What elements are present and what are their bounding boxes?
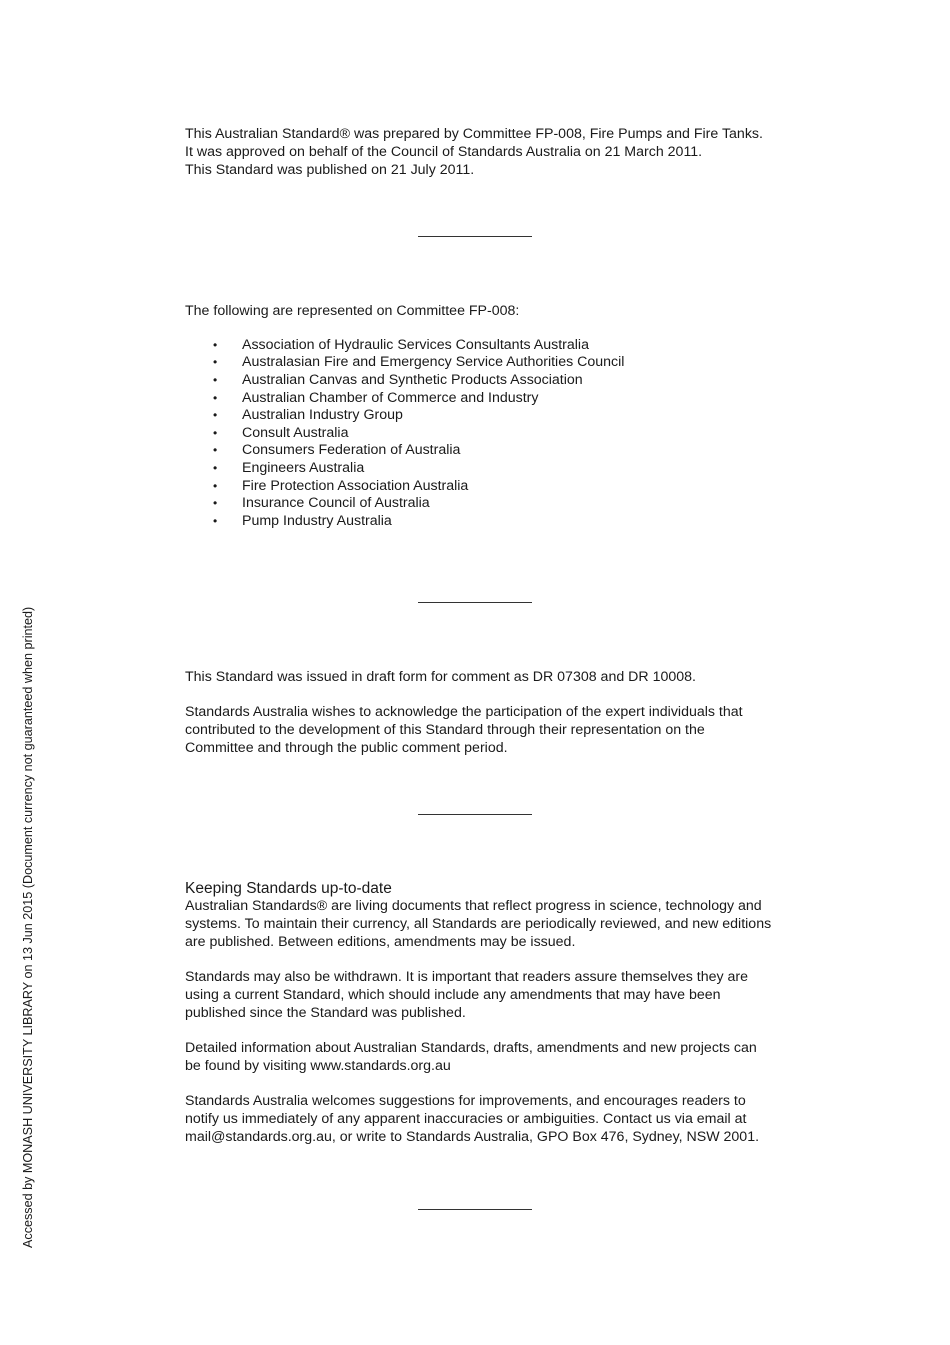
published-line: This Standard was published on 21 July 2011. [185,161,475,178]
keeping-up-to-date-section [185,880,775,1147]
committee-member-item [185,495,775,513]
committee-member-item [185,460,775,478]
committee-member-item [185,425,775,443]
preparation-statement [185,126,775,179]
committee-member-item [185,513,775,531]
paragraph-line: be found by visiting www.standards.org.au [185,1057,451,1074]
paragraph-line: using a current Standard, which should include any amendments that may have been [185,986,721,1003]
paragraph-line: Australian Standards® are living documents that reflect progress in science, technology and [185,898,762,914]
committee-member-name: Insurance Council of Australia [242,495,430,512]
bullet-icon: • [213,478,218,493]
committee-member-name: Australian Canvas and Synthetic Products Association [242,371,583,388]
bullet-icon: • [213,513,218,528]
committee-member-name: Consult Australia [242,424,349,441]
bullet-icon: • [213,372,218,387]
bullet-icon: • [213,443,218,458]
committee-section [185,303,775,530]
committee-member-item [185,478,775,496]
section-divider-1 [418,236,532,237]
committee-member-name: Consumers Federation of Australia [242,442,461,459]
bullet-icon: • [213,390,218,405]
committee-member-name: Fire Protection Association Australia [242,477,469,494]
prepared-by-line: This Australian Standard® was prepared by Committee FP-008, Fire Pumps and Fire Tanks. [185,126,763,142]
committee-member-item [185,354,775,372]
committee-member-list [185,337,775,531]
section-divider-4 [418,1209,532,1210]
bullet-icon: • [213,355,218,370]
committee-member-name: Pump Industry Australia [242,512,392,529]
committee-member-item [185,442,775,460]
committee-member-name: Engineers Australia [242,459,365,476]
draft-issued-text: This Standard was issued in draft form for comment as DR 07308 and DR 10008. [185,669,696,685]
paragraph-line: notify us immediately of any apparent inaccuracies or ambiguities. Contact us via email at [185,1110,747,1127]
section-divider-2 [418,602,532,603]
committee-member-name: Australasian Fire and Emergency Service Authorities Council [242,354,625,371]
committee-intro: The following are represented on Committee FP-008: [185,303,520,319]
committee-member-item [185,372,775,390]
paragraph-line: Detailed information about Australian Standards, drafts, amendments and new projects can [185,1039,757,1056]
paragraph-line: systems. To maintain their currency, all Standards are periodically reviewed, and new editions [185,915,772,932]
bullet-icon: • [213,337,218,352]
paragraph-line: Standards may also be withdrawn. It is important that readers assure themselves they are [185,968,749,985]
committee-member-name: Australian Industry Group [242,407,403,424]
bullet-icon: • [213,460,218,475]
committee-member-item [185,390,775,408]
paragraph-line: mail@standards.org.au, or write to Standards Australia, GPO Box 476, Sydney, NSW 2001. [185,1128,760,1145]
bullet-icon: • [213,425,218,440]
acknowledgement-line: Standards Australia wishes to acknowledge the participation of the expert individuals that [185,704,743,721]
section-divider-3 [418,814,532,815]
bullet-icon: • [213,408,218,423]
acknowledgement-line: Committee and through the public comment period. [185,739,508,756]
paragraph-line: Standards Australia welcomes suggestions for improvements, and encourages readers to [185,1093,746,1110]
bullet-icon: • [213,496,218,511]
committee-member-name: Australian Chamber of Commerce and Industry [242,389,539,406]
section-heading: Keeping Standards up-to-date [185,880,392,897]
access-watermark-text: Accessed by MONASH UNIVERSITY LIBRARY on 13 Jun 2015 (Document currency not guaranteed when printed) [21,606,35,1248]
committee-member-item [185,337,775,355]
committee-member-item [185,407,775,425]
committee-member-name: Association of Hydraulic Services Consultants Australia [242,336,589,353]
paragraph-line: published since the Standard was published. [185,1004,466,1021]
approved-line: It was approved on behalf of the Council of Standards Australia on 21 March 2011. [185,143,703,160]
acknowledgement-line: contributed to the development of this Standard through their representation on the [185,722,705,739]
draft-section [185,669,775,758]
paragraph-line: are published. Between editions, amendments may be issued. [185,933,576,950]
